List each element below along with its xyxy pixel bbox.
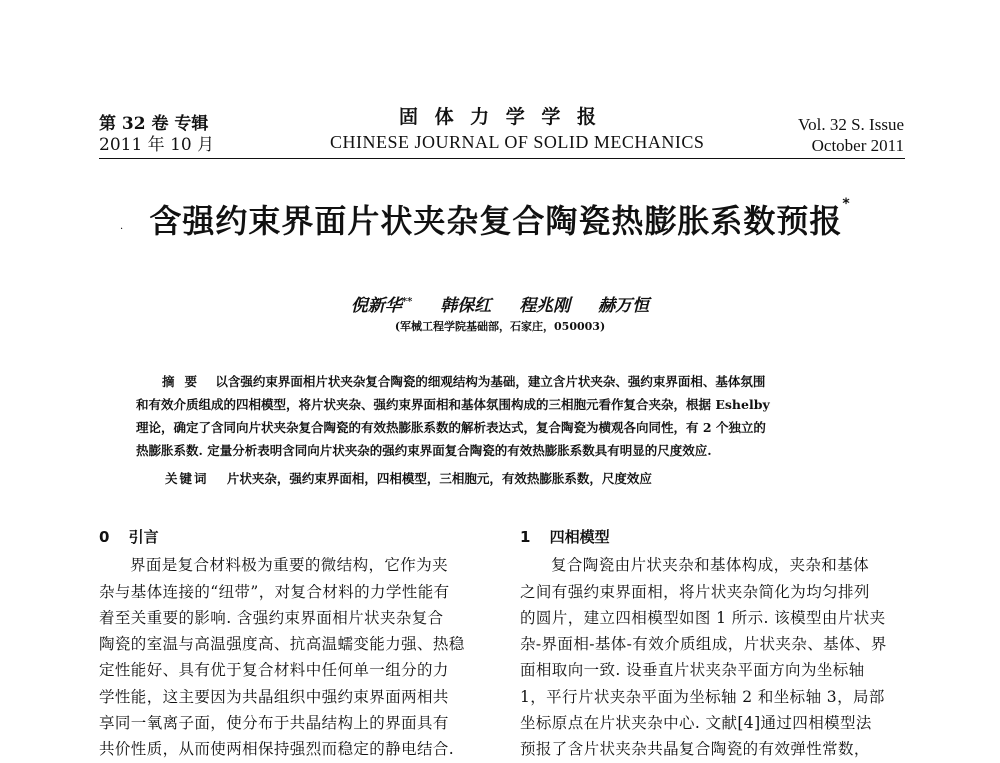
keywords-label: 关键词 (165, 471, 209, 486)
paragraph-line: 享同一氧离子面，使分布于共晶结构上的界面具有 (99, 714, 449, 733)
paragraph-line: 面相取向一致. 设垂直片状夹杂平面方向为坐标轴 (520, 661, 865, 680)
journal-name-en: CHINESE JOURNAL OF SOLID MECHANICS (330, 132, 705, 152)
section-introduction (99, 524, 481, 763)
paragraph-line: 之间有强约束界面相，将片状夹杂简化为均匀排列 (520, 582, 870, 601)
abstract-label: 摘要 (162, 374, 208, 389)
date-label: 2011 年 10 月 (99, 135, 215, 155)
abstract-line: 热膨胀系数. 定量分析表明含同向片状夹杂的强约束界面复合陶瓷的有效热膨胀系数具有明显的尺度效应. (136, 443, 712, 458)
title-dot: · (120, 224, 124, 235)
journal-name (330, 104, 705, 154)
paragraph-line: 共价性质，从而使两相保持强烈而稳定的静电结合. (99, 740, 455, 759)
journal-name-cn: 固 体 力 学 学 报 (398, 106, 602, 128)
paragraph-line: 预报了含片状夹杂共晶复合陶瓷的有效弹性常数， (520, 740, 870, 759)
paragraph-line: 陶瓷的室温与高温强度高、抗高温蠕变能力强、热稳 (99, 635, 465, 654)
issue-info-en (798, 114, 904, 156)
paragraph-line: 的圆片，建立四相模型如图 1 所示. 该模型由片状夹 (520, 608, 886, 627)
volume-label: 第 32 卷 专辑 (99, 114, 209, 134)
section-heading (520, 524, 904, 550)
paragraph-line: 着至关重要的影响. 含强约束界面相片状夹杂复合 (99, 608, 444, 627)
header-rule (99, 158, 905, 159)
volume-label-en: Vol. 32 S. Issue (798, 115, 904, 134)
paragraph-line: 学性能，这主要因为共晶组织中强约束界面两相共 (99, 687, 449, 706)
title-footnote-mark: * (842, 196, 851, 212)
keywords (165, 469, 652, 487)
affiliation: (军械工程学院基础部，石家庄，050003) (394, 320, 606, 333)
author-name: 韩保红 (440, 296, 492, 316)
paragraph-line: 杂-界面相-基体-有效介质组成，片状夹杂、基体、界 (520, 635, 887, 654)
paragraph-line: 定性能好、具有优于复合材料中任何单一组分的力 (99, 661, 449, 680)
paragraph-line: 杂与基体连接的“纽带”，对复合材料的力学性能有 (99, 582, 450, 601)
section-four-phase-model (520, 524, 904, 763)
author-name: 赫万恒 (598, 296, 650, 316)
author-list (0, 291, 1000, 316)
abstract (136, 370, 868, 462)
paragraph-line: 1，平行片状夹杂平面为坐标轴 2 和坐标轴 3，局部 (520, 687, 885, 706)
section-number: 0 (99, 528, 110, 546)
paper-title-text: 含强约束界面片状夹杂复合陶瓷热膨胀系数预报 (149, 202, 843, 240)
keywords-text: 片状夹杂，强约束界面相，四相模型，三相胞元，有效热膨胀系数，尺度效应 (226, 471, 652, 486)
section-title: 四相模型 (549, 528, 610, 546)
paragraph-line: 坐标原点在片状夹杂中心. 文献[4]通过四相模型法 (520, 714, 872, 733)
paragraph-line: 界面是复合材料极为重要的微结构，它作为夹 (130, 556, 449, 575)
author-name: 程兆刚 (519, 296, 571, 316)
date-label-en: October 2011 (811, 136, 904, 155)
abstract-line: 摘要 以含强约束界面相片状夹杂复合陶瓷的细观结构为基础，建立含片状夹杂、强约束界面相、基体氛围 (162, 374, 766, 389)
author-name: 倪新华** (350, 296, 413, 316)
abstract-line: 理论，确定了含同向片状夹杂复合陶瓷的有效热膨胀系数的解析表达式，复合陶瓷为横观各向同性，有 2 个独立的 (136, 420, 766, 435)
section-number: 1 (520, 528, 531, 546)
author-footnote-mark: ** (401, 296, 413, 308)
paper-title (0, 196, 1000, 242)
paragraph-line: 复合陶瓷由片状夹杂和基体构成，夹杂和基体 (551, 556, 870, 575)
section-heading (99, 524, 481, 550)
section-title: 引言 (128, 528, 159, 546)
abstract-line: 和有效介质组成的四相模型，将片状夹杂、强约束界面相和基体氛围构成的三相胞元看作复合夹杂，根据 Eshelby (136, 397, 770, 412)
issue-info (99, 114, 214, 156)
